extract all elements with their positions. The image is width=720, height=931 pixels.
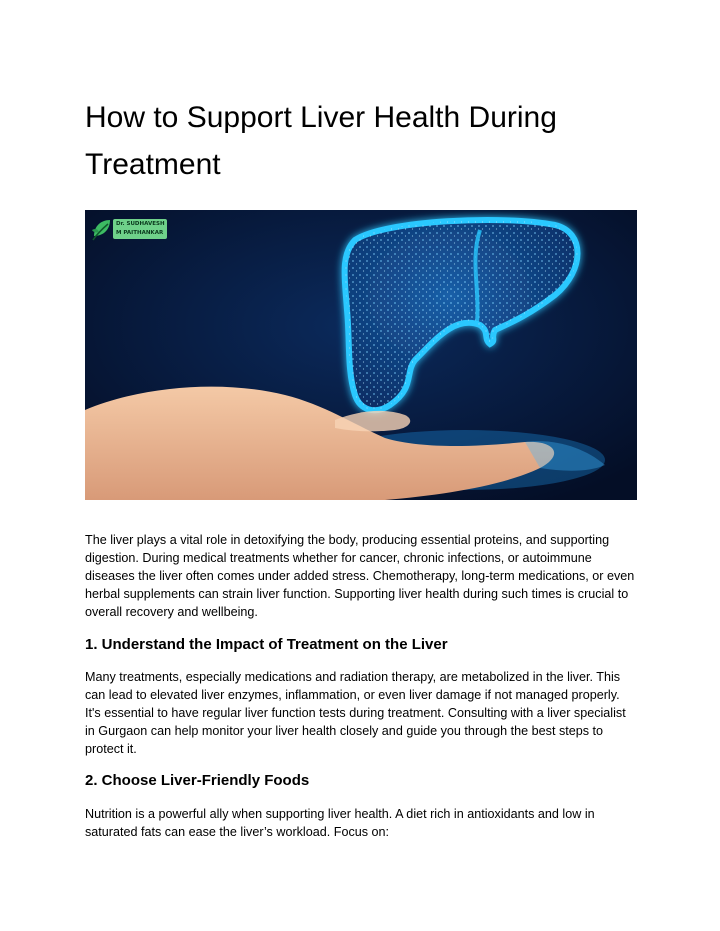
section-1-heading: 1. Understand the Impact of Treatment on the Liver (85, 636, 448, 653)
section-2-paragraph: Nutrition is a powerful ally when supporting liver health. A diet rich in antioxidants and low in saturated fats can ease the liver’s workload. Focus on: (85, 807, 595, 839)
brand-logo (91, 216, 167, 242)
section-1-paragraph: Many treatments, especially medications and radiation therapy, are metabolized in the liver. This can lead to elevated liver enzymes, inflammation, or even liver damage if not managed properly. It's essential to have regular liver function tests during treatment. Consulting with a liver specialist in Gurgaon can help monitor your liver health closely and guide you through the best steps to protect it. (85, 670, 626, 756)
leaf-icon (91, 216, 113, 242)
logo-line-1: Dr. SUDHAVESH (116, 221, 165, 227)
liver-hand-illustration (85, 210, 637, 500)
logo-text (116, 220, 168, 238)
section-2-heading: 2. Choose Liver-Friendly Foods (85, 772, 310, 789)
logo-line-2: M PAITHANKAR (116, 230, 164, 236)
hero-image (85, 210, 637, 500)
intro-paragraph: The liver plays a vital role in detoxifying the body, producing essential proteins, and supporting digestion. During medical treatments whether for cancer, chronic infections, or autoimmune diseases the liver often comes under added stress. Chemotherapy, long-term medications, or even herbal supplements can strain liver function. Supporting liver health during such times is crucial to overall recovery and wellbeing. (85, 533, 635, 619)
page-title: How to Support Liver Health During Treatment (85, 101, 557, 181)
